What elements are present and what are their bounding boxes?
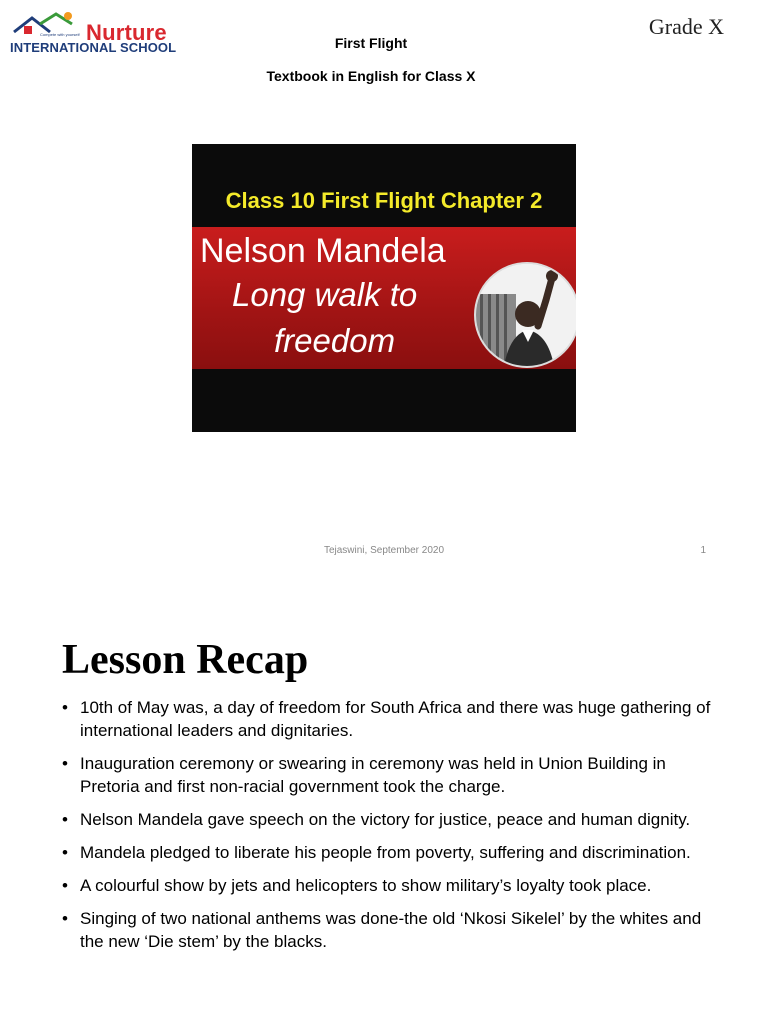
bullet-icon: • (62, 909, 68, 928)
bullet-icon: • (62, 698, 68, 717)
book-title: First Flight (334, 35, 408, 51)
footer-author-date: Tejaswini, September 2020 (323, 545, 445, 556)
list-item (62, 696, 722, 742)
chapter-cover-image (192, 144, 576, 432)
bullet-icon: • (62, 876, 68, 895)
grade-label: Grade X (648, 14, 724, 39)
list-item (62, 752, 722, 798)
portrait-photo-icon (474, 262, 576, 368)
bullet-text: Inauguration ceremony or swearing in ceremony was held in Union Building in Pretoria and first non-racial government took the charge. (80, 754, 666, 796)
footer-page-number: 1 (700, 545, 706, 556)
cover-subtitle-line2: freedom (274, 322, 396, 359)
bullet-icon: • (62, 754, 68, 773)
list-item (62, 808, 722, 831)
bullet-text: Mandela pledged to liberate his people from poverty, suffering and discrimination. (80, 843, 691, 862)
logo-tagline: Compete with yourself (40, 32, 80, 37)
bullet-icon: • (62, 810, 68, 829)
bullet-text: A colourful show by jets and helicopters to show military’s loyalty took place. (80, 876, 652, 895)
list-item (62, 907, 722, 953)
logo-wordmark: Nurture (86, 20, 167, 45)
bullet-text: Singing of two national anthems was done-the old ‘Nkosi Sikelel’ by the whites and the new ‘Die stem’ by the blacks. (80, 909, 702, 951)
cover-subtitle-line1: Long walk to (232, 276, 418, 313)
bullet-text: Nelson Mandela gave speech on the victory for justice, peace and human dignity. (80, 810, 691, 829)
book-subtitle: Textbook in English for Class X (266, 68, 476, 84)
list-item (62, 841, 722, 864)
cover-name-text: Nelson Mandela (200, 232, 446, 270)
bullet-icon: • (62, 843, 68, 862)
bullet-text: 10th of May was, a day of freedom for South Africa and there was huge gathering of international leaders and dignitaries. (80, 698, 711, 740)
list-item (62, 874, 722, 897)
cover-chapter-text: Class 10 First Flight Chapter 2 (225, 188, 543, 213)
logo-school-name: INTERNATIONAL SCHOOL (10, 40, 177, 55)
lesson-recap-heading: Lesson Recap (62, 637, 309, 683)
recap-bullet-list (62, 696, 722, 963)
